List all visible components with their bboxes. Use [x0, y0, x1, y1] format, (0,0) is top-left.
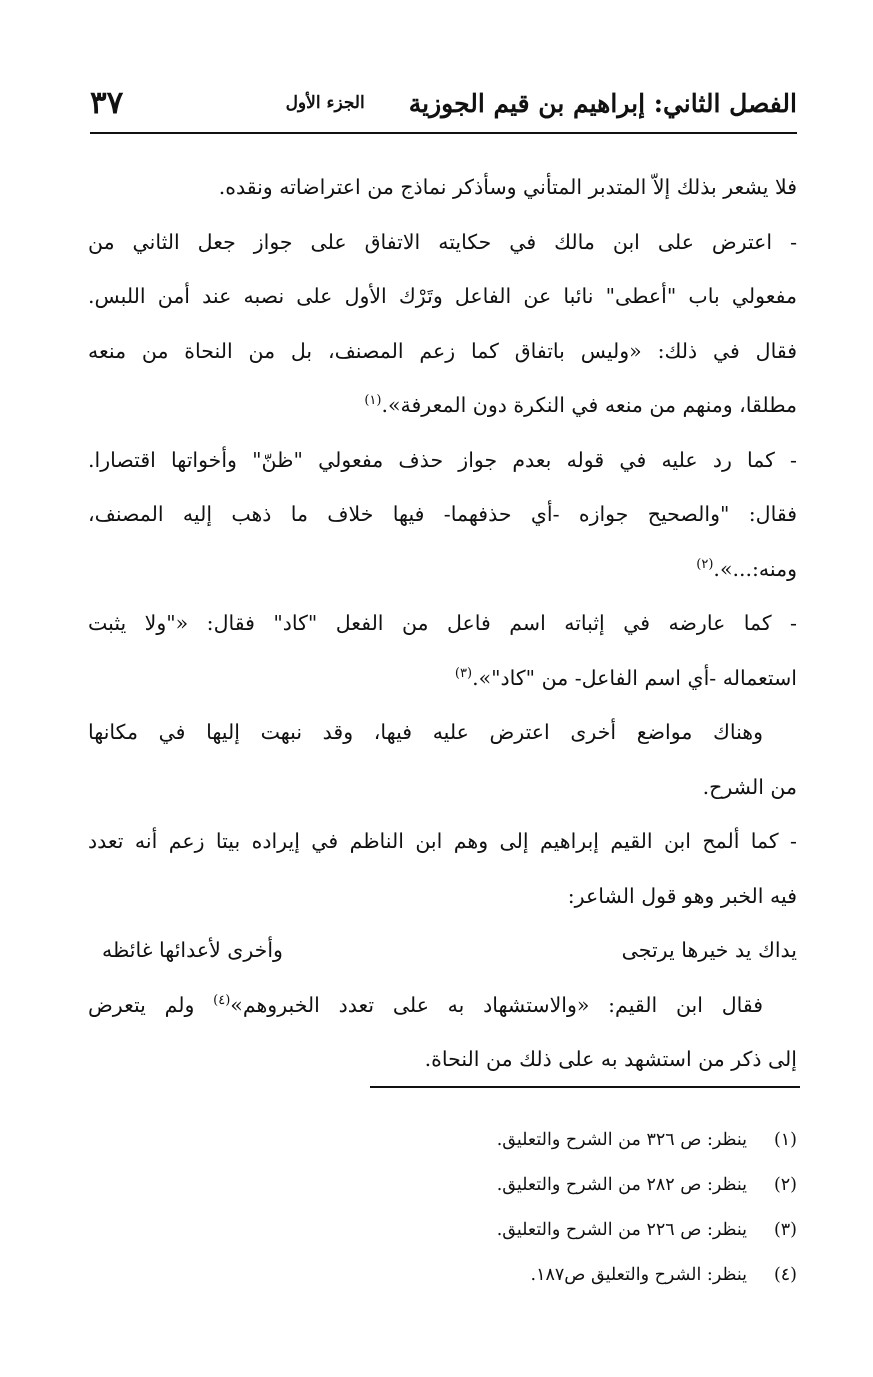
line-text: ومنه:...». — [713, 556, 797, 581]
paragraph-line: - كما رد عليه في قوله بعدم جواز حذف مفعولي "ظنّ" وأخواتها اقتصارا. — [88, 447, 797, 472]
main-text — [88, 160, 797, 1087]
footnote — [237, 1163, 797, 1208]
paragraph-line: فقال في ذلك: «وليس باتفاق كما زعم المصنف، بل من النحاة من منعه — [88, 338, 797, 363]
footnote-ref: (١) — [364, 393, 382, 409]
page-header — [90, 78, 797, 128]
page-number: ٣٧ — [90, 85, 124, 121]
paragraph-line: فيه الخبر وهو قول الشاعر: — [567, 883, 797, 908]
paragraph-line: إلى ذكر من استشهد به على ذلك من النحاة. — [424, 1047, 797, 1071]
paragraph-line — [88, 651, 797, 706]
paragraph-line — [88, 378, 797, 433]
footnote-number: (٢) — [773, 1175, 797, 1195]
paragraph-line — [88, 978, 797, 1033]
footnote-number: (٤) — [773, 1265, 797, 1285]
paragraph-line: فلا يشعر بذلك إلاّ المتدبر المتأني وسأذكر نماذج من اعتراضاته ونقده. — [218, 175, 797, 199]
paragraph-line: - كما عارضه في إثباته اسم فاعل من الفعل "كاد" فقال: «"ولا يثبت — [88, 611, 797, 635]
verse-first-hemistich: يداك يد خيرها يرتجى — [621, 938, 797, 962]
footnote-ref: (٣) — [454, 665, 473, 681]
poetry-verse — [88, 923, 797, 978]
line-text: ولم يتعرض — [88, 992, 214, 1017]
paragraph-line: من الشرح. — [702, 774, 797, 799]
footnote-ref: (٢) — [696, 556, 714, 572]
footnote-ref: (٤) — [213, 992, 231, 1008]
footnote — [237, 1118, 797, 1163]
footnotes — [237, 1118, 797, 1298]
footnote-number: (١) — [773, 1130, 797, 1150]
paragraph-line: مفعولي باب "أعطى" نائبا عن الفاعل وتَرْك الأول على نصبه عند أمن اللبس. — [88, 284, 797, 308]
line-text: استعماله -أي اسم الفاعل- من "كاد"». — [472, 665, 797, 690]
line-text: فقال ابن القيم: «والاستشهاد به على تعدد الخبروهم» — [230, 992, 764, 1017]
footnote — [237, 1208, 797, 1253]
running-head — [286, 89, 797, 118]
paragraph-line: وهناك مواضع أخرى اعترض عليه فيها، وقد نبهت إليها في مكانها — [88, 720, 763, 744]
footnote-text: ينظر: ص ٢٢٦ من الشرح والتعليق. — [496, 1220, 747, 1240]
paragraph-line: فقال: "والصحيح جوازه -أي حذفهما- فيها خلاف ما ذهب إليه المصنف، — [88, 502, 797, 526]
footnote-text: ينظر: ص ٢٨٢ من الشرح والتعليق. — [496, 1175, 747, 1195]
verse-second-hemistich: وأخرى لأعدائها غائظه — [102, 938, 283, 962]
footnote-text: ينظر: ص ٣٢٦ من الشرح والتعليق. — [496, 1130, 747, 1150]
paragraph-line: - كما ألمح ابن القيم إبراهيم إلى وهم ابن الناظم في إيراده بيتا زعم أنه تعدد — [88, 829, 797, 853]
footnote-divider — [370, 1086, 800, 1088]
paragraph-line: - اعترض على ابن مالك في حكايته الاتفاق على جواز جعل الثاني من — [88, 229, 797, 254]
chapter-title: الفصل الثاني: إبراهيم بن قيم الجوزية — [408, 88, 797, 118]
footnote-number: (٣) — [773, 1220, 797, 1240]
footnote — [237, 1253, 797, 1298]
paragraph-line — [88, 542, 797, 597]
line-text: مطلقا، ومنهم من منعه في النكرة دون المعرفة». — [381, 393, 797, 417]
part-label: الجزء الأول — [285, 93, 365, 113]
header-divider — [90, 132, 797, 134]
footnote-text: ينظر: الشرح والتعليق ص١٨٧. — [530, 1265, 747, 1285]
